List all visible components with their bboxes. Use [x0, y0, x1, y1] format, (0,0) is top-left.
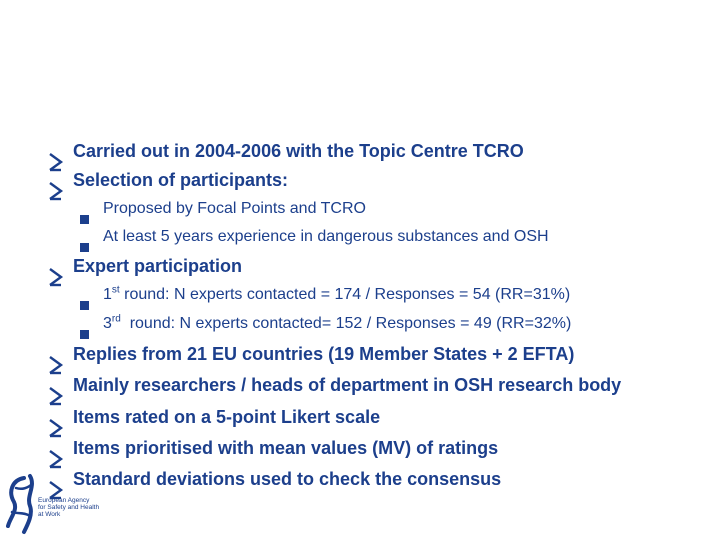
round-number: 3 [103, 315, 112, 332]
logo-line: at Work [38, 511, 61, 518]
arrow-bullet-icon [47, 266, 65, 288]
sub-bullet-text [103, 313, 571, 335]
agency-logo-text [38, 497, 99, 518]
square-bullet-icon [80, 243, 89, 252]
arrow-bullet-icon [47, 180, 65, 202]
bullet-text: Mainly researchers / heads of department in OSH research body [73, 375, 622, 395]
square-bullet-icon [80, 301, 89, 310]
arrow-bullet-icon [47, 354, 65, 376]
bullet-text: Standard deviations used to check the consensus [73, 469, 502, 489]
bullet-text: Carried out in 2004-2006 with the Topic Centre TCRO [73, 141, 524, 161]
arrow-bullet-icon [47, 448, 65, 470]
arrow-bullet-icon [47, 417, 65, 439]
square-bullet-icon [80, 215, 89, 224]
sub-bullet-text: At least 5 years experience in dangerous substances and OSH [103, 228, 549, 245]
round-number: 1 [103, 286, 112, 303]
arrow-bullet-icon [47, 385, 65, 407]
bullet-text: Items rated on a 5-point Likert scale [73, 407, 381, 427]
logo-line: European Agency [38, 497, 90, 504]
round-details: round: N experts contacted = 174 / Responses = 54 (RR=31%) [119, 286, 571, 303]
sub-bullet-text: Proposed by Focal Points and TCRO [103, 200, 366, 217]
ordinal-suffix: rd [111, 313, 121, 325]
sub-bullet-text [103, 284, 570, 306]
bullet-text: Items prioritised with mean values (MV) of ratings [73, 438, 499, 458]
square-bullet-icon [80, 330, 89, 339]
round-details: round: N experts contacted= 152 / Responses = 49 (RR=32%) [120, 315, 572, 332]
logo-line: for Safety and Health [38, 504, 100, 511]
ordinal-suffix: st [111, 284, 120, 296]
bullet-text: Expert participation [73, 256, 243, 276]
bullet-text: Selection of participants: [73, 170, 289, 190]
arrow-bullet-icon [47, 151, 65, 173]
bullet-text: Replies from 21 EU countries (19 Member States + 2 EFTA) [73, 344, 575, 364]
